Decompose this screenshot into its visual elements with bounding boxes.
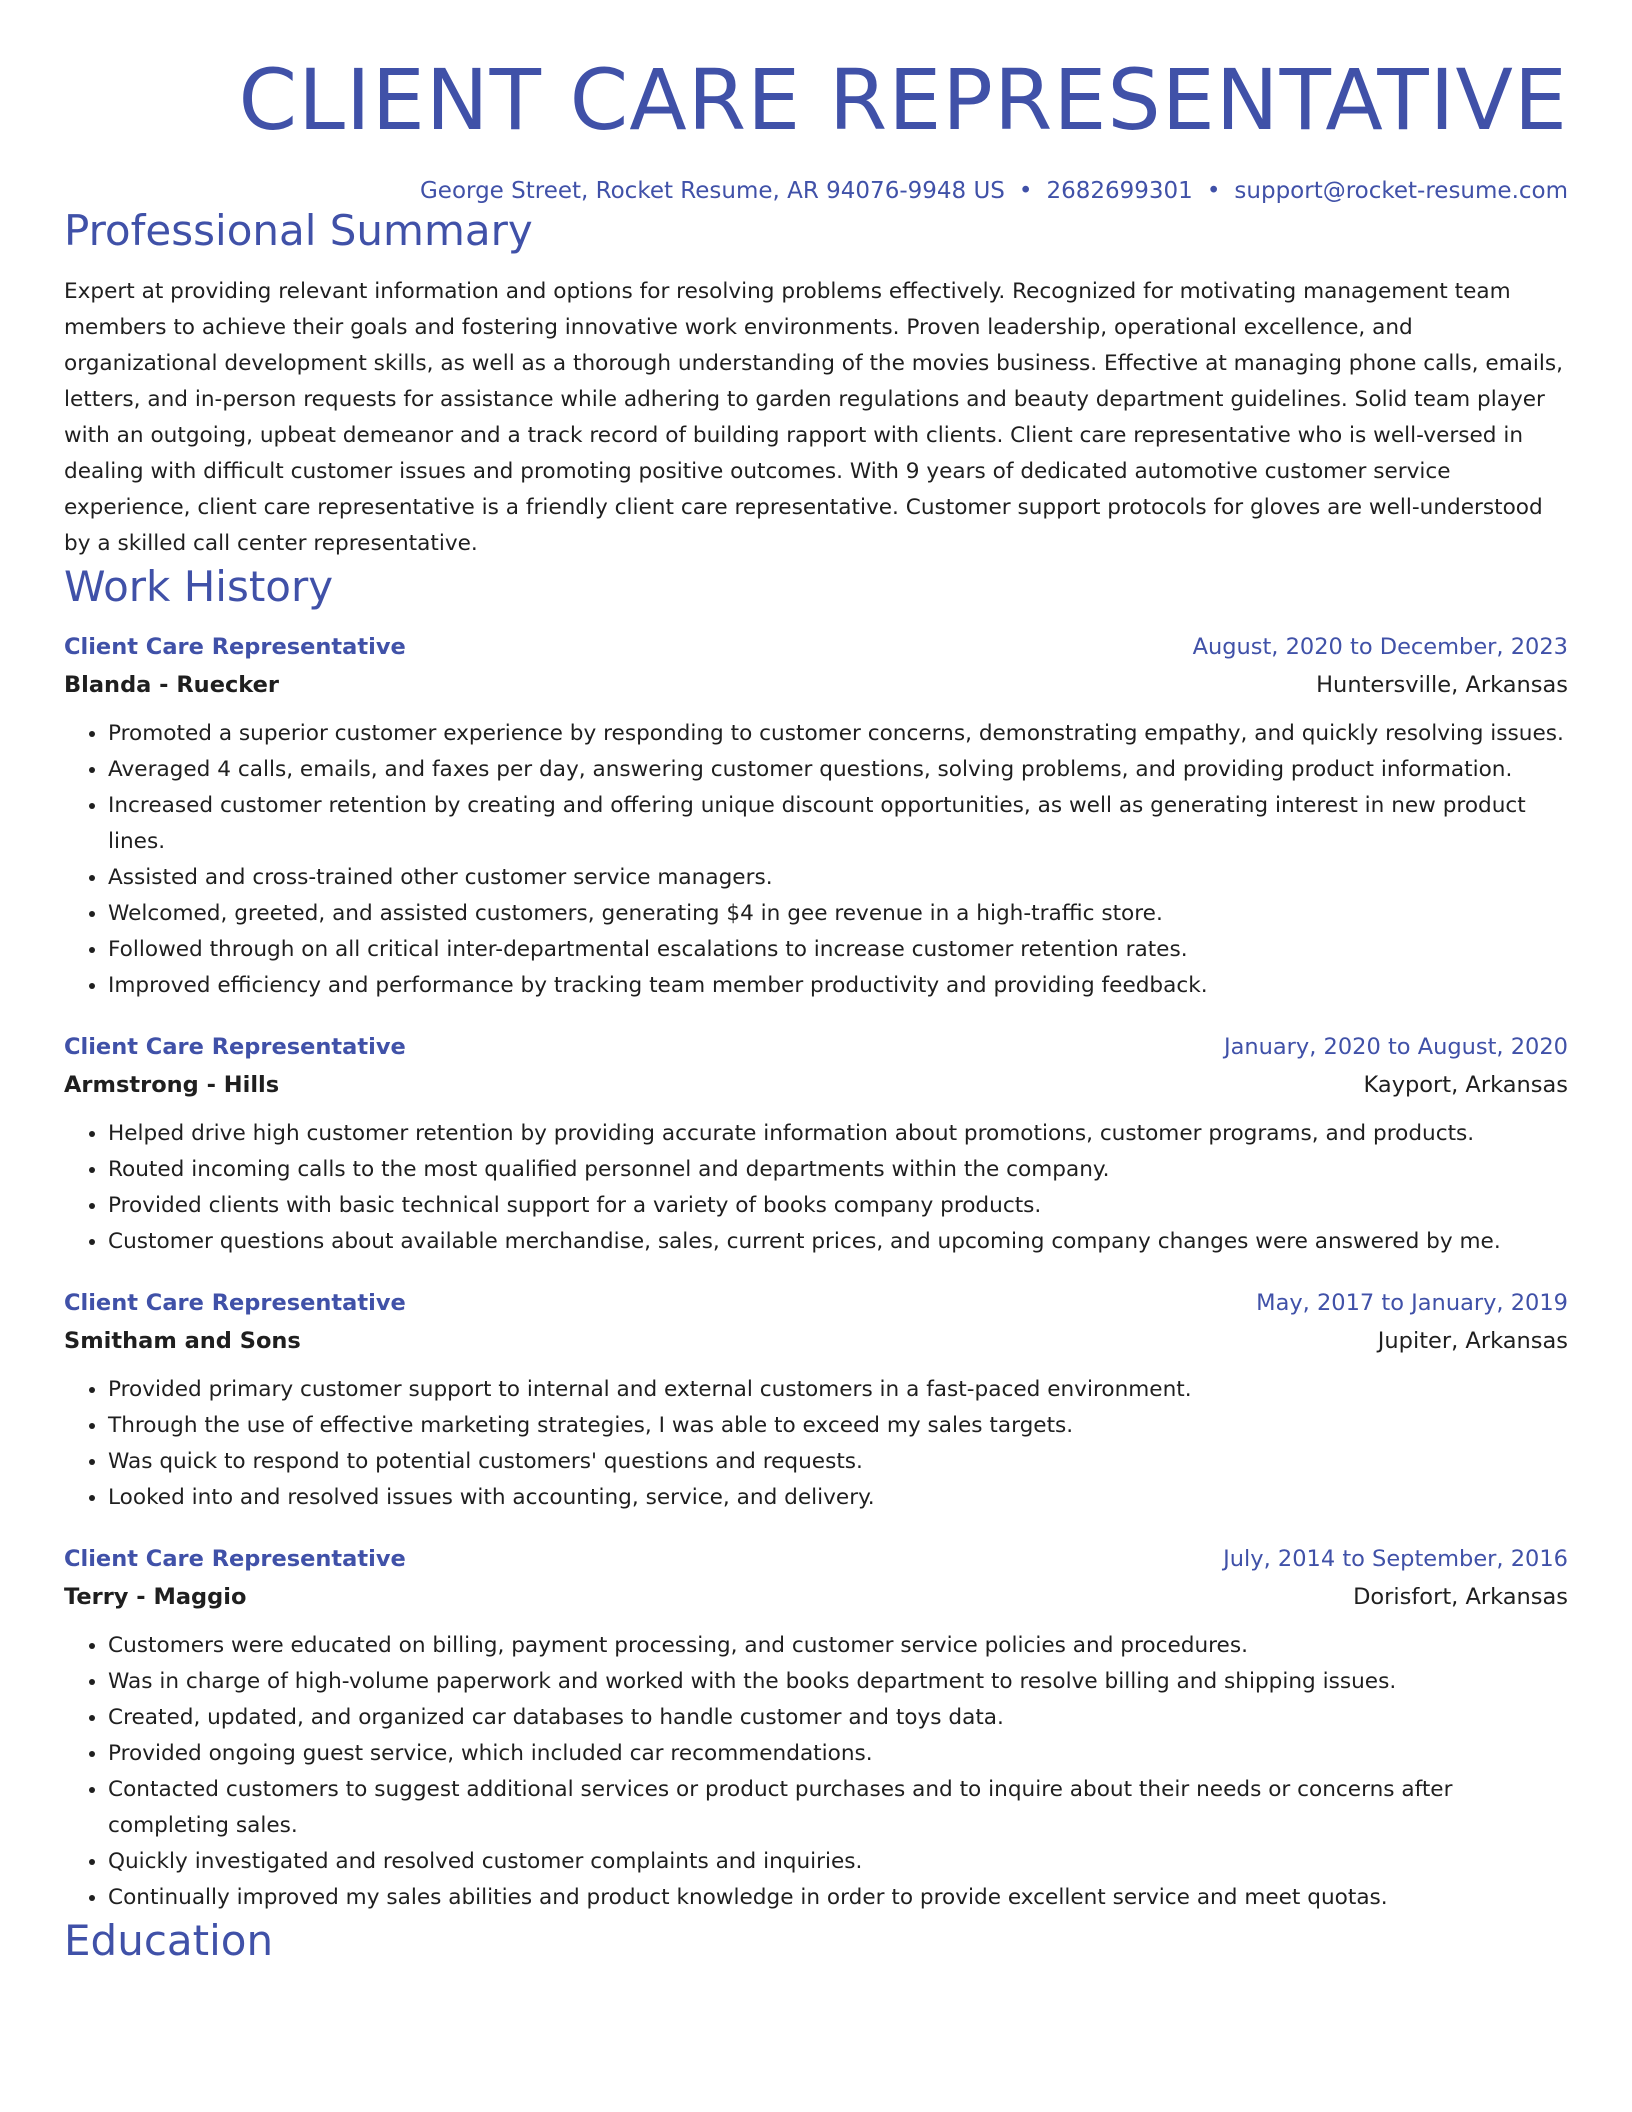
job-title: Client Care Representative: [64, 1034, 406, 1060]
contact-line: [64, 176, 1568, 206]
job-bullet: • Promoted a superior customer experience by responding to customer concerns, demonstrating empathy, and quickly resolving issues.: [108, 716, 1568, 752]
candidate-name: CLIENT CARE REPRESENTATIVE: [238, 51, 1568, 149]
job-bullets: [64, 716, 1568, 1004]
job-company: Smitham and Sons: [64, 1328, 301, 1354]
summary-text: Expert at providing relevant information and options for resolving problems effectively. Recognized for motivating management team members to achieve their goals and fostering innovative work environments. Proven leadership, operational excellence, and organizational development skills, as well as a thorough understanding of the movies business. Effective at managing phone calls, emails, letters, and in-person requests for assistance while adhering to garden regulations and beauty department guidelines. Solid team player with an outgoing, upbeat demeanor and a track record of building rapport with clients. Client care representative who is well-versed in dealing with difficult customer issues and promoting positive outcomes. With 9 years of dedicated automotive customer service experience, client care representative is a friendly client care representative. Customer support protocols for gloves are well-understood by a skilled call center representative.: [64, 279, 1563, 556]
job-bullet: • Welcomed, greeted, and assisted customers, generating $4 in gee revenue in a high-traffic store.: [108, 896, 1568, 932]
job-title: Client Care Representative: [64, 1546, 406, 1572]
job-title-row: [64, 1028, 1568, 1066]
job-bullet: • Quickly investigated and resolved customer complaints and inquiries.: [108, 1844, 1568, 1880]
summary-section: [64, 206, 1568, 562]
job-company-row: [64, 1066, 1568, 1104]
job-title-row: [64, 628, 1568, 666]
job-company-row: [64, 666, 1568, 704]
job-title: Client Care Representative: [64, 634, 406, 660]
job-bullets: [64, 1628, 1568, 1916]
job-company-row: [64, 1322, 1568, 1360]
job-bullets: [64, 1372, 1568, 1516]
job-location: Dorisfort, Arkansas: [1353, 1584, 1568, 1610]
contact-address: George Street, Rocket Resume, AR 94076-9948 US: [419, 178, 1005, 204]
job-bullet: • Assisted and cross-trained other customer service managers.: [108, 860, 1568, 896]
job-bullet: • Through the use of effective marketing strategies, I was able to exceed my sales targets.: [108, 1408, 1568, 1444]
job-bullet: • Provided clients with basic technical support for a variety of books company products.: [108, 1188, 1568, 1224]
job-list: [64, 628, 1568, 1916]
job-location: Huntersville, Arkansas: [1316, 672, 1568, 698]
job-company: Terry - Maggio: [64, 1584, 247, 1610]
job-title: Client Care Representative: [64, 1290, 406, 1316]
job-entry: [64, 1284, 1568, 1516]
job-bullet: • Improved efficiency and performance by tracking team member productivity and providing feedback.: [108, 968, 1568, 1004]
resume-header: [64, 0, 1568, 206]
job-bullet: • Averaged 4 calls, emails, and faxes per day, answering customer questions, solving problems, and providing product information.: [108, 752, 1568, 788]
contact-separator: •: [1206, 178, 1221, 204]
job-bullet: • Customers were educated on billing, payment processing, and customer service policies and procedures.: [108, 1628, 1568, 1664]
summary-heading: Professional Summary: [64, 206, 533, 255]
job-bullet: • Was quick to respond to potential customers' questions and requests.: [108, 1444, 1568, 1480]
contact-phone: 2682699301: [1046, 178, 1193, 204]
job-bullet: • Created, updated, and organized car databases to handle customer and toys data.: [108, 1700, 1568, 1736]
job-bullet: • Was in charge of high-volume paperwork and worked with the books department to resolve billing and shipping issues.: [108, 1664, 1568, 1700]
job-location: Jupiter, Arkansas: [1377, 1328, 1568, 1354]
job-bullet: • Helped drive high customer retention by providing accurate information about promotions, customer programs, and products.: [108, 1116, 1568, 1152]
job-bullet: • Customer questions about available merchandise, sales, current prices, and upcoming company changes were answered by me.: [108, 1224, 1568, 1260]
contact-email: support@rocket-resume.com: [1234, 178, 1568, 204]
job-bullet: • Provided primary customer support to internal and external customers in a fast-paced environment.: [108, 1372, 1568, 1408]
work-history-section: [64, 562, 1568, 1916]
job-title-row: [64, 1540, 1568, 1578]
education-section: [64, 1916, 1568, 1966]
job-bullet: • Looked into and resolved issues with accounting, service, and delivery.: [108, 1480, 1568, 1516]
education-heading: Education: [64, 1916, 274, 1965]
job-entry: [64, 1540, 1568, 1916]
job-bullet: • Continually improved my sales abilities and product knowledge in order to provide excellent service and meet quotas.: [108, 1880, 1568, 1916]
job-company: Blanda - Ruecker: [64, 672, 280, 698]
work-history-heading: Work History: [64, 562, 334, 611]
job-dates: August, 2020 to December, 2023: [1192, 634, 1568, 660]
job-bullet: • Followed through on all critical inter-departmental escalations to increase customer retention rates.: [108, 932, 1568, 968]
job-entry: [64, 628, 1568, 1004]
job-company: Armstrong - Hills: [64, 1072, 280, 1098]
job-dates: July, 2014 to September, 2016: [1223, 1546, 1568, 1572]
contact-separator: •: [1018, 178, 1033, 204]
job-bullet: • Increased customer retention by creating and offering unique discount opportunities, as well as generating interest in new product lines.: [108, 788, 1568, 860]
job-bullet: • Contacted customers to suggest additional services or product purchases and to inquire about their needs or concerns after completing sales.: [108, 1772, 1568, 1844]
job-company-row: [64, 1578, 1568, 1616]
job-bullet: • Routed incoming calls to the most qualified personnel and departments within the company.: [108, 1152, 1568, 1188]
job-bullet: • Provided ongoing guest service, which included car recommendations.: [108, 1736, 1568, 1772]
job-bullets: [64, 1116, 1568, 1260]
job-dates: January, 2020 to August, 2020: [1223, 1034, 1568, 1060]
job-location: Kayport, Arkansas: [1363, 1072, 1568, 1098]
job-dates: May, 2017 to January, 2019: [1256, 1290, 1568, 1316]
job-entry: [64, 1028, 1568, 1260]
job-title-row: [64, 1284, 1568, 1322]
